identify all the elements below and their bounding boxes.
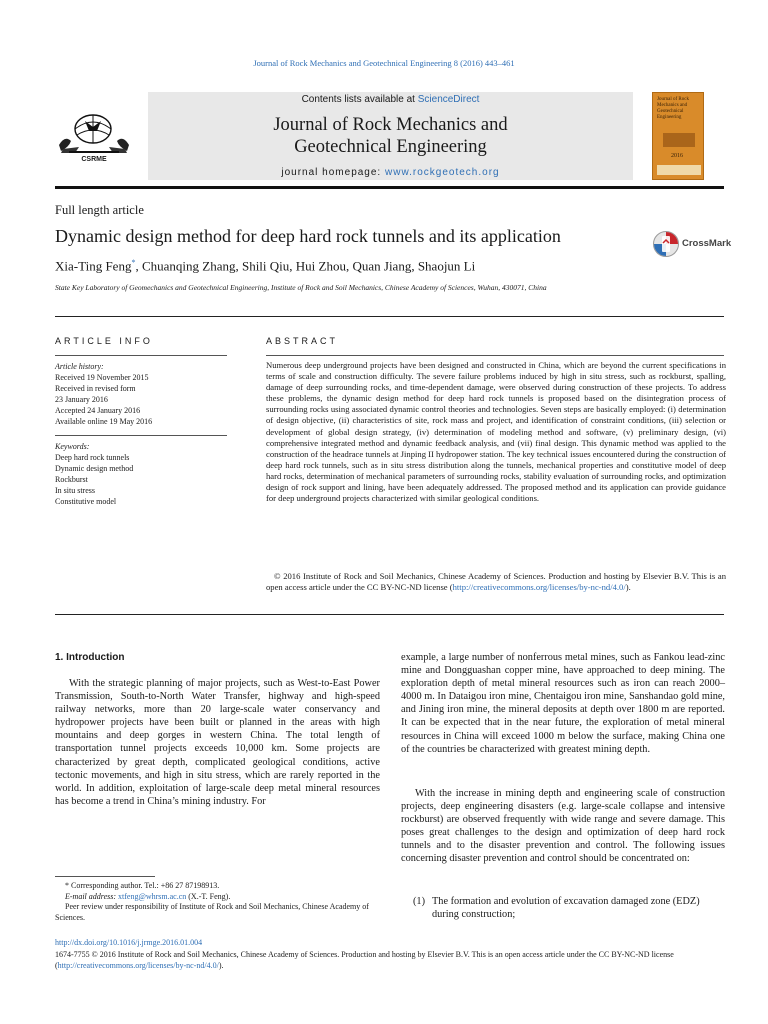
list-text: The formation and evolution of excavation damaged zone (EDZ) during construction;: [432, 896, 700, 921]
author-list: [55, 258, 475, 274]
email-name: (X.-T. Feng).: [186, 891, 231, 901]
crossmark-label: CrossMark: [682, 238, 732, 249]
issn-license: [55, 949, 727, 971]
email-label: E-mail address:: [65, 891, 119, 901]
abstract-body: Numerous deep underground projects have been designed and constructed in China, which are beyond the current specifications in terms of scale and construction difficulty. The severe failure problems induced by high in situ stress, such as rockburst, spalling, damage of deep surrounding rocks, and time-dependent damage, were observed during construction of these projects. To address these problems, the dynamic design method for deep hard rock tunnels is proposed based on the disintegration process of surrounding rocks using associated dynamic control theories and technologies. Seven steps are basically employed: (i) determination of design objective, (ii) characteristics of site, rock mass and project, and identification of constraint conditions, (iii) selection or development of global design strategy, (iv) determination of modeling method and software, (v) preliminary design, (vi) comprehensive integrated method and dynamic feedback analysis, and (vii) final design. This dynamic method was applied to the construction of the headrace tunnels at Jinping II hydropower station. The key technical issues encountered during the construction of deep hard rock tunnels, such as in situ stress distribution along the tunnels, mechanical properties and constitutive model of deep hard rocks, determination of mechanical parameters of surrounding rocks, stability evaluation of surrounding rocks, and optimization design of rock support and lining, have been adequately addressed. The proposed method and its application can provide guidance for deep underground projects characterized with similar geological conditions.: [266, 360, 726, 504]
divider: [55, 316, 724, 317]
header-divider: [55, 186, 724, 189]
journal-title: [148, 114, 633, 158]
footnote-mark: *: [65, 881, 69, 890]
divider: [266, 355, 724, 356]
cover-year: 2016: [671, 153, 683, 159]
corresponding-note: [55, 881, 380, 892]
divider: [55, 614, 724, 615]
cover-graphic: [663, 133, 695, 147]
divider: [55, 435, 227, 436]
co-authors: , Chuanqing Zhang, Shili Qiu, Hui Zhou, Quan Jiang, Shaojun Li: [135, 258, 476, 274]
crossmark-icon: [652, 230, 680, 258]
article-title: Dynamic design method for deep hard rock tunnels and its application: [55, 226, 561, 246]
keyword: In situ stress: [55, 486, 95, 495]
keyword: Deep hard rock tunnels: [55, 453, 130, 462]
email-note: [55, 892, 380, 903]
body-paragraph: example, a large number of nonferrous metal mines, such as Fankou lead-zinc mine and Dongguashan copper mine, have approached to deep mining. The exploration depth of metal mineral resources such as iron can reach 2000–4000 m. In Dataigou iron mine, Chentaigou iron mine, Sanshandao gold mine, and Jining iron mine, the mineral deposits at depth over 1800 m are reported. It can be expected that in the near future, the exploration of metal mineral resources in China will exceed 1000 m below the surface, making China one of the countries be characterized with greatest mining depth.: [401, 652, 725, 755]
footnote-divider: [55, 876, 155, 877]
body-paragraph: With the strategic planning of major projects, such as West-to-East Power Transmission, South-to-North Water Transfer, highway and high-speed railway networks, more than 20 large-scale water conservancy and hydropower projects have been built or planned in the areas with high mountains and deep gorges in western China. The total length of transportation tunnel projects exceeds 10,000 km. Some projects are characterized by great depth, complicated geological conditions, active tectonic movements, and high in situ stress, which are rarely reported in the world. In addition, exploitation of large-scale deep metal mineral resources has become a trend in China’s mining industry. For: [55, 678, 380, 807]
journal-homepage: [148, 167, 633, 178]
history-item: Received 19 November 2015: [55, 373, 149, 382]
body-paragraph: With the increase in mining depth and engineering scale of construction projects, deep engineering disasters (e.g. large-scale collapse and intensive rockburst) are observed frequently with wide range and severe damage. This poses great challenges to the design and optimization of deep hard rock tunnels and to the disaster prevention and control. The following issues concerning disaster prevention and control should be concentrated on:: [401, 788, 725, 865]
doi-link[interactable]: http://dx.doi.org/10.1016/j.jrmge.2016.01.004: [55, 938, 203, 947]
footnotes: [55, 881, 380, 923]
keyword: Constitutive model: [55, 497, 117, 506]
issn-end: ).: [218, 961, 224, 970]
abstract-heading: ABSTRACT: [266, 336, 339, 346]
homepage-prefix: journal homepage:: [281, 167, 385, 178]
history-item: 23 January 2016: [55, 395, 108, 404]
peer-review-note: Peer review under responsibility of Institute of Rock and Soil Mechanics, Chinese Academy of Sciences.: [55, 902, 369, 922]
abstract-copyright: [266, 571, 726, 593]
issn-text: 1674-7755 © 2016 Institute of Rock and Soil Mechanics, Chinese Academy of Sciences. Production and hosting by Elsevier B.V. This is an open access article under the CC BY-NC-ND license (: [55, 950, 674, 970]
contents-prefix: Contents lists available at: [301, 94, 418, 105]
journal-citation: Journal of Rock Mechanics and Geotechnical Engineering 8 (2016) 443–461: [253, 58, 515, 68]
cover-footer-band: [657, 165, 701, 175]
crossmark-badge[interactable]: [652, 230, 732, 258]
cover-title: Journal of Rock Mechanics and Geotechnical Engineering: [657, 97, 689, 120]
affiliation: State Key Laboratory of Geomechanics and Geotechnical Engineering, Institute of Rock and Soil Mechanics, Chinese Academy of Sciences, Wuhan, 430071, China: [55, 283, 547, 292]
keyword: Dynamic design method: [55, 464, 134, 473]
logo-text: CSRME: [81, 156, 107, 163]
article-history: [55, 361, 152, 427]
history-item: Accepted 24 January 2016: [55, 406, 141, 415]
section-heading: 1. Introduction: [55, 652, 125, 663]
history-item: Received in revised form: [55, 384, 136, 393]
article-type: Full length article: [55, 203, 144, 217]
corresponding-mark[interactable]: *: [131, 258, 136, 267]
journal-title-line: Journal of Rock Mechanics and: [273, 115, 508, 135]
corresponding-text: Corresponding author. Tel.: +86 27 87198913.: [71, 881, 220, 890]
copyright-end: ).: [625, 582, 631, 593]
keywords: [55, 441, 133, 507]
email-link[interactable]: xtfeng@whrsm.ac.cn: [118, 891, 187, 901]
society-logo: [55, 107, 133, 169]
journal-title-line: Geotechnical Engineering: [294, 137, 487, 157]
homepage-link[interactable]: www.rockgeotech.org: [385, 167, 500, 178]
divider: [55, 355, 227, 356]
corresponding-author: Xia-Ting Feng: [55, 258, 132, 274]
contents-line: [148, 94, 633, 105]
keywords-label: Keywords:: [55, 442, 90, 451]
history-label: Article history:: [55, 362, 104, 371]
list-number: (1): [413, 896, 426, 907]
license-link[interactable]: http://creativecommons.org/licenses/by-nc-nd/4.0/: [452, 582, 626, 593]
keyword: Rockburst: [55, 475, 88, 484]
license-link[interactable]: http://creativecommons.org/licenses/by-nc-nd/4.0/: [57, 961, 219, 970]
sciencedirect-link[interactable]: ScienceDirect: [417, 94, 480, 105]
copyright-text: © 2016 Institute of Rock and Soil Mechanics, Chinese Academy of Sciences. Production and hosting by Elsevier B.V. This is an open access article under the CC BY-NC-ND license (: [266, 571, 726, 593]
history-item: Available online 19 May 2016: [55, 417, 153, 426]
article-info-heading: ARTICLE INFO: [55, 336, 153, 346]
journal-cover-thumbnail[interactable]: [652, 92, 704, 180]
